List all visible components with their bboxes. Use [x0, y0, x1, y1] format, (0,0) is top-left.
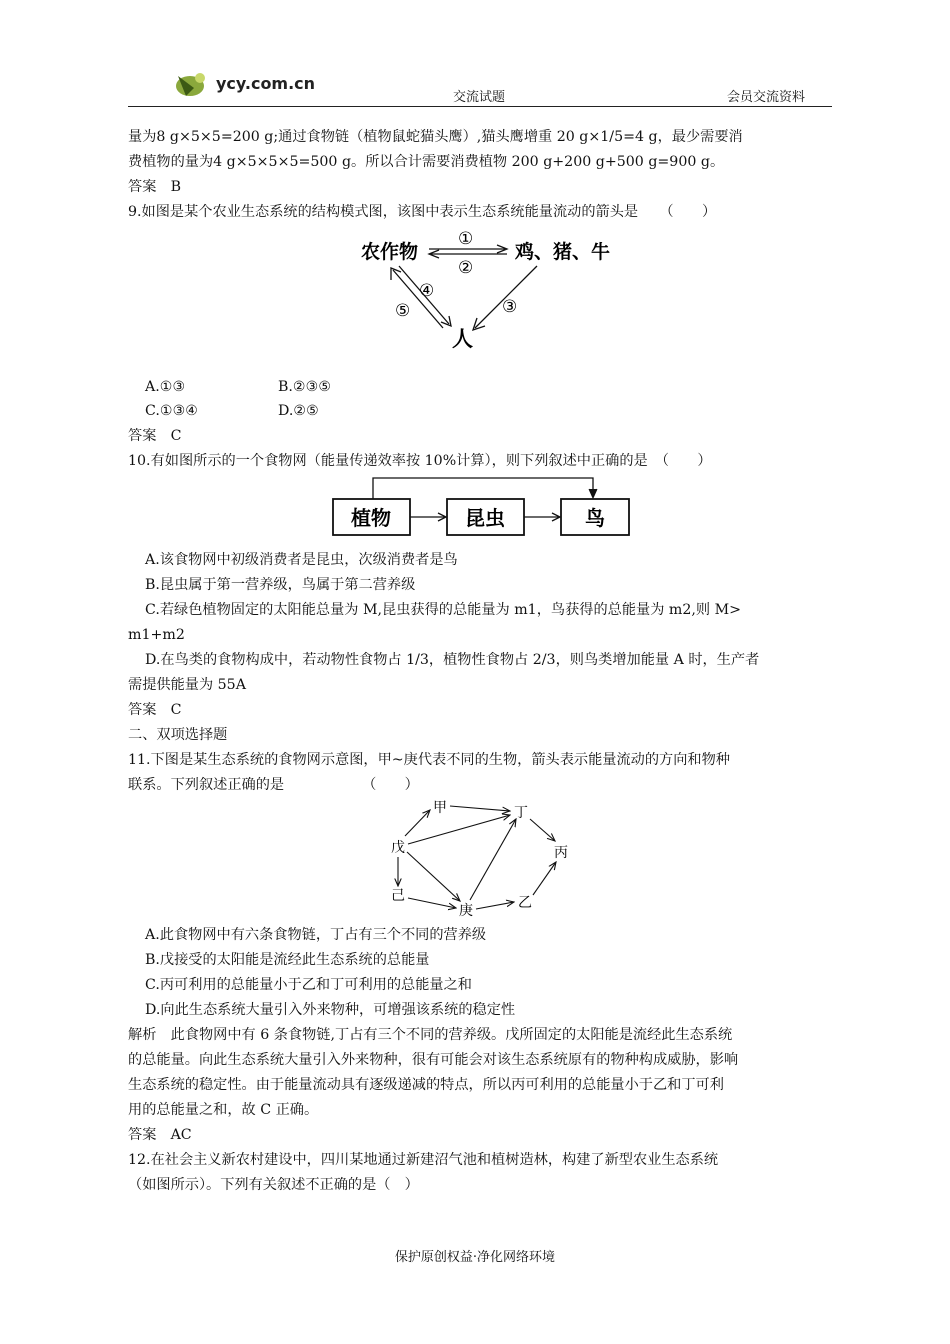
arrow-plant-bird-head	[589, 489, 597, 498]
edge-wu-jia	[405, 810, 430, 836]
node-crop: 农作物	[361, 241, 419, 263]
edge-geng-yi	[476, 902, 514, 909]
label-1: ①	[458, 229, 474, 249]
option-10a: A.该食物网中初级消费者是昆虫，次级消费者是鸟	[145, 552, 458, 568]
question-12: 12.在社会主义新农村建设中，四川某地通过新建沼气池和植树造林，构建了新型农业生态系统	[128, 1152, 719, 1168]
analysis-line: 生态系统的稳定性。由于能量流动具有逐级递减的特点，所以丙可利用的总能量小于乙和丁可利	[128, 1077, 724, 1093]
answer-11: 答案 AC	[128, 1127, 192, 1143]
node-animals: 鸡、猪、牛	[515, 241, 611, 263]
section-title: 二、双项选择题	[128, 727, 228, 743]
page-footer: 保护原创权益·净化网络环境	[394, 1250, 556, 1265]
edge-wu-geng	[407, 852, 460, 901]
page-header	[128, 62, 832, 107]
option-11d: D.向此生态系统大量引入外来物种，可增强该系统的稳定性	[145, 1002, 516, 1018]
node-wu: 戊	[391, 840, 405, 856]
label-3: ③	[502, 297, 518, 317]
label-5: ⑤	[395, 301, 411, 321]
option-10c: C.若绿色植物固定的太阳能总量为 M,昆虫获得的总能量为 m1，鸟获得的总能量为 m2,则 M>	[145, 602, 742, 618]
label-bird: 鸟	[585, 506, 605, 530]
site-logo-icon	[172, 66, 212, 102]
text-line: 费植物的量为4 g×5×5×5=500 g。所以合计需要消费植物 200 g+200 g+500 g=900 g。	[128, 154, 725, 170]
node-bing: 丙	[554, 845, 568, 861]
answer-10: 答案 C	[128, 702, 182, 718]
site-name[interactable]: ycy.com.cn	[216, 74, 316, 93]
arrow-plant-bird	[373, 478, 593, 499]
option-11a: A.此食物网中有六条食物链，丁占有三个不同的营养级	[145, 927, 487, 943]
node-ding: 丁	[514, 805, 528, 821]
option-10b: B.昆虫属于第一营养级，鸟属于第二营养级	[145, 577, 416, 593]
node-jia: 甲	[433, 800, 447, 816]
label-plant: 植物	[351, 506, 391, 530]
figure-10-food-web	[328, 472, 634, 538]
figure-9-ecosystem-diagram	[355, 224, 615, 354]
question-12-cont: （如图所示）。下列有关叙述不正确的是（ ）	[128, 1177, 419, 1193]
header-right-label: 会员交流资料	[726, 90, 805, 105]
label-insect: 昆虫	[465, 506, 505, 530]
node-ji: 己	[391, 888, 405, 904]
option-9c: C.①③④	[145, 403, 199, 419]
analysis-line: 解析 此食物网中有 6 条食物链,丁占有三个不同的营养级。戊所固定的太阳能是流经此生态系统	[128, 1027, 733, 1043]
option-11c: C.丙可利用的总能量小于乙和丁可利用的总能量之和	[145, 977, 472, 993]
node-human: 人	[452, 327, 473, 351]
question-11-cont: 联系。下列叙述正确的是 （ ）	[128, 777, 419, 793]
analysis-line: 的总能量。向此生态系统大量引入外来物种，很有可能会对该生态系统原有的物种构成威胁，影响	[128, 1052, 739, 1068]
label-2: ②	[458, 258, 474, 278]
node-yi: 乙	[518, 895, 532, 911]
question-10: 10.有如图所示的一个食物网（能量传递效率按 10%计算），则下列叙述中正确的是 （ ）	[128, 453, 712, 469]
edge-jia-ding	[450, 806, 510, 811]
node-geng: 庚	[459, 903, 473, 919]
edge-ding-bing	[530, 819, 555, 841]
answer-8: 答案 B	[128, 179, 181, 195]
edge-yi-bing	[533, 862, 556, 895]
option-11b: B.戊接受的太阳能是流经此生态系统的总能量	[145, 952, 430, 968]
header-center-label: 交流试题	[453, 90, 506, 105]
question-9: 9.如图是某个农业生态系统的结构模式图，该图中表示生态系统能量流动的箭头是 （ ）	[128, 204, 717, 220]
edge-wu-ding	[408, 815, 510, 844]
question-11: 11.下图是某生态系统的食物网示意图，甲~庚代表不同的生物，箭头表示能量流动的方向和物种	[128, 752, 730, 768]
edge-ji-geng	[408, 898, 456, 908]
answer-9: 答案 C	[128, 428, 182, 444]
text-line: 量为8 g×5×5=200 g;通过食物链（植物鼠蛇猫头鹰）,猫头鹰增重 20 g×1/5=4 g，最少需要消	[128, 129, 743, 145]
option-10d-cont: 需提供能量为 55A	[128, 677, 246, 693]
edge-geng-ding	[470, 819, 516, 900]
analysis-line: 用的总能量之和，故 C 正确。	[128, 1102, 319, 1118]
option-9b: B.②③⑤	[278, 379, 332, 395]
label-4: ④	[419, 281, 435, 301]
option-10c-cont: m1+m2	[128, 627, 185, 643]
figure-11-food-web	[380, 794, 590, 922]
option-9d: D.②⑤	[278, 403, 319, 419]
option-10d: D.在鸟类的食物构成中，若动物性食物占 1/3，植物性食物占 2/3，则鸟类增加能量 A 时，生产者	[145, 652, 760, 668]
option-9a: A.①③	[145, 379, 186, 395]
